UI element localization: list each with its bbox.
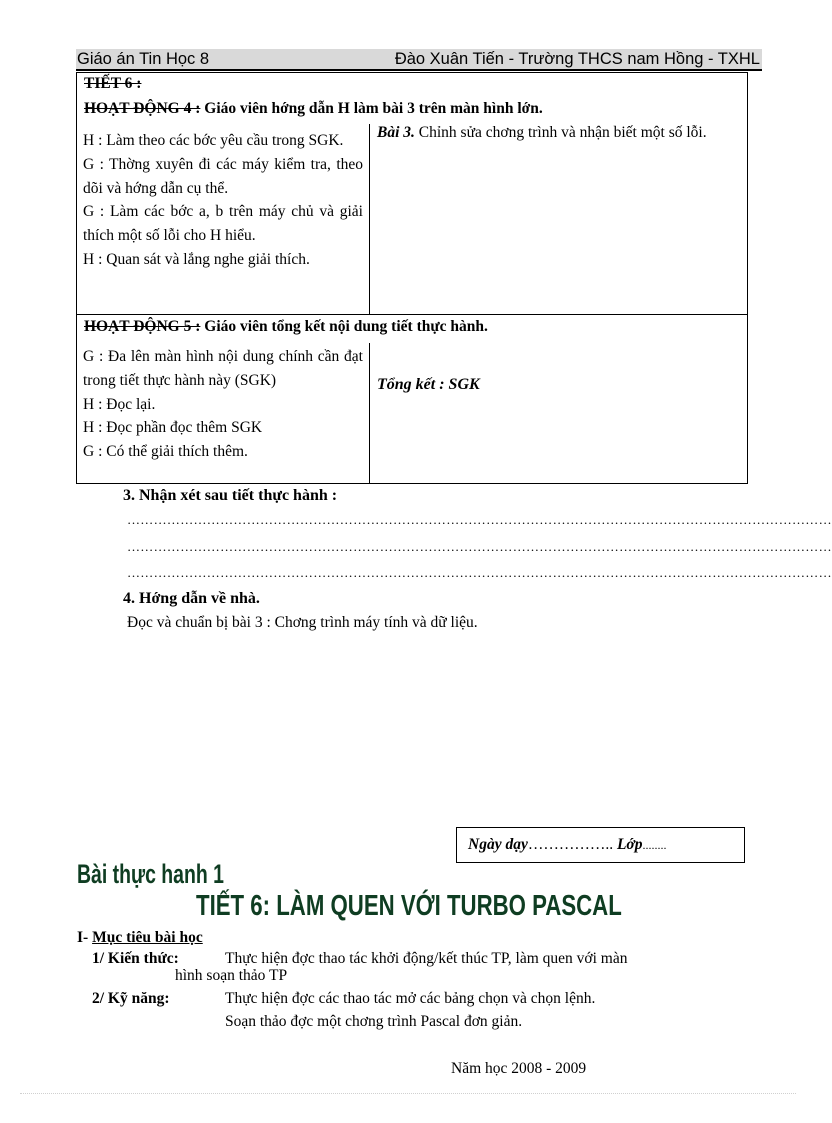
remarks-line-2: …………………………………………………………………………………………………………………………………………… (127, 539, 832, 554)
date-box (456, 827, 745, 863)
practice-title: Bài thực hanh 1 (77, 859, 224, 889)
activity-5-heading (84, 316, 488, 338)
activity-5-line: H : Đọc lại. (83, 395, 156, 413)
activity-4-line: H : Làm theo các bớc yêu cầu trong SGK. (83, 132, 344, 149)
objectives-prefix: I- (77, 929, 89, 946)
activity-5-line: H : Đọc phần đọc thêm SGK (83, 419, 263, 437)
homework-heading: 4. Hớng dẫn về nhà. (123, 590, 260, 607)
column-divider-2 (369, 343, 370, 484)
header-author: Đào Xuân Tiến - Trường THCS nam Hồng - TXHL (394, 50, 760, 68)
activity-5-line: G : Đa lên màn hình nội dung chính cần đạt trong tiết thực hành này (SGK) (83, 348, 363, 389)
objectives-heading (77, 929, 203, 947)
activity-5-line: G : Có thể giải thích thêm. (83, 443, 248, 461)
date-dots: …………….. (527, 836, 614, 853)
remarks-line-1: …………………………………………………………………………………………………………………………………………… (127, 512, 832, 527)
skills-text-1: Thực hiện đợc các thao tác mở các bảng chọn và chọn lệnh. (225, 990, 596, 1007)
activity-5-left (83, 345, 363, 483)
activity-4-label: HOẠT ĐỘNG 4 : (84, 100, 201, 117)
column-divider-1 (369, 124, 370, 314)
activity-4-left (83, 129, 363, 314)
knowledge-text-2: hình soạn thảo TP (175, 967, 288, 984)
remarks-heading: 3. Nhận xét sau tiết thực hành : (123, 487, 338, 504)
exercise-3-text: Chỉnh sửa chơng trình và nhận biết một số lỗi. (418, 124, 707, 141)
table-divider (77, 314, 747, 315)
page-bottom-rule (20, 1093, 796, 1094)
class-dots: ........ (642, 838, 667, 852)
class-label: Lớp (616, 836, 643, 853)
remarks-line-3: …………………………………………………………………………………………………………………………………………… (127, 565, 832, 580)
activity-4-line: H : Quan sát và lắng nghe giải thích. (83, 250, 310, 268)
header-course: Giáo án Tin Học 8 (77, 50, 210, 68)
activity-table (76, 72, 748, 484)
practice-subtitle: TIẾT 6: LÀM QUEN VỚI TURBO PASCAL (196, 890, 622, 922)
skills-label: 2/ Kỹ năng: (92, 990, 170, 1007)
activity-4-title: Giáo viên hớng dẫn H làm bài 3 trên màn hình lớn. (204, 100, 543, 117)
lesson-label: TIẾT 6 : (84, 75, 142, 92)
activity-5-title: Giáo viên tổng kết nội dung tiết thực hành. (204, 318, 488, 335)
page-header (76, 49, 762, 71)
objectives-title: Mục tiêu bài học (92, 929, 203, 946)
activity-4-right (377, 124, 743, 141)
knowledge-text-1: Thực hiện đợc thao tác khởi động/kết thúc TP, làm quen với màn (225, 950, 628, 967)
date-label: Ngày dạy (468, 836, 528, 853)
school-year: Năm học 2008 - 2009 (451, 1060, 587, 1077)
homework-text: Đọc và chuẩn bị bài 3 : Chơng trình máy tính và dữ liệu. (127, 614, 478, 631)
activity-5-label: HOẠT ĐỘNG 5 : (84, 318, 201, 335)
activity-4-heading (84, 98, 543, 120)
exercise-3-label: Bài 3. (377, 124, 415, 141)
skills-text-2: Soạn thảo đợc một chơng trình Pascal đơn giản. (225, 1013, 523, 1030)
activity-4-line: G : Làm các bớc a, b trên máy chủ và giải thích một số lỗi cho H hiểu. (83, 203, 363, 245)
knowledge-label: 1/ Kiến thức: (92, 950, 179, 967)
summary-text: Tổng kết : SGK (377, 376, 480, 393)
activity-4-line: G : Thờng xuyên đi các máy kiểm tra, theo dõi và hớng dẫn cụ thể. (83, 155, 363, 197)
